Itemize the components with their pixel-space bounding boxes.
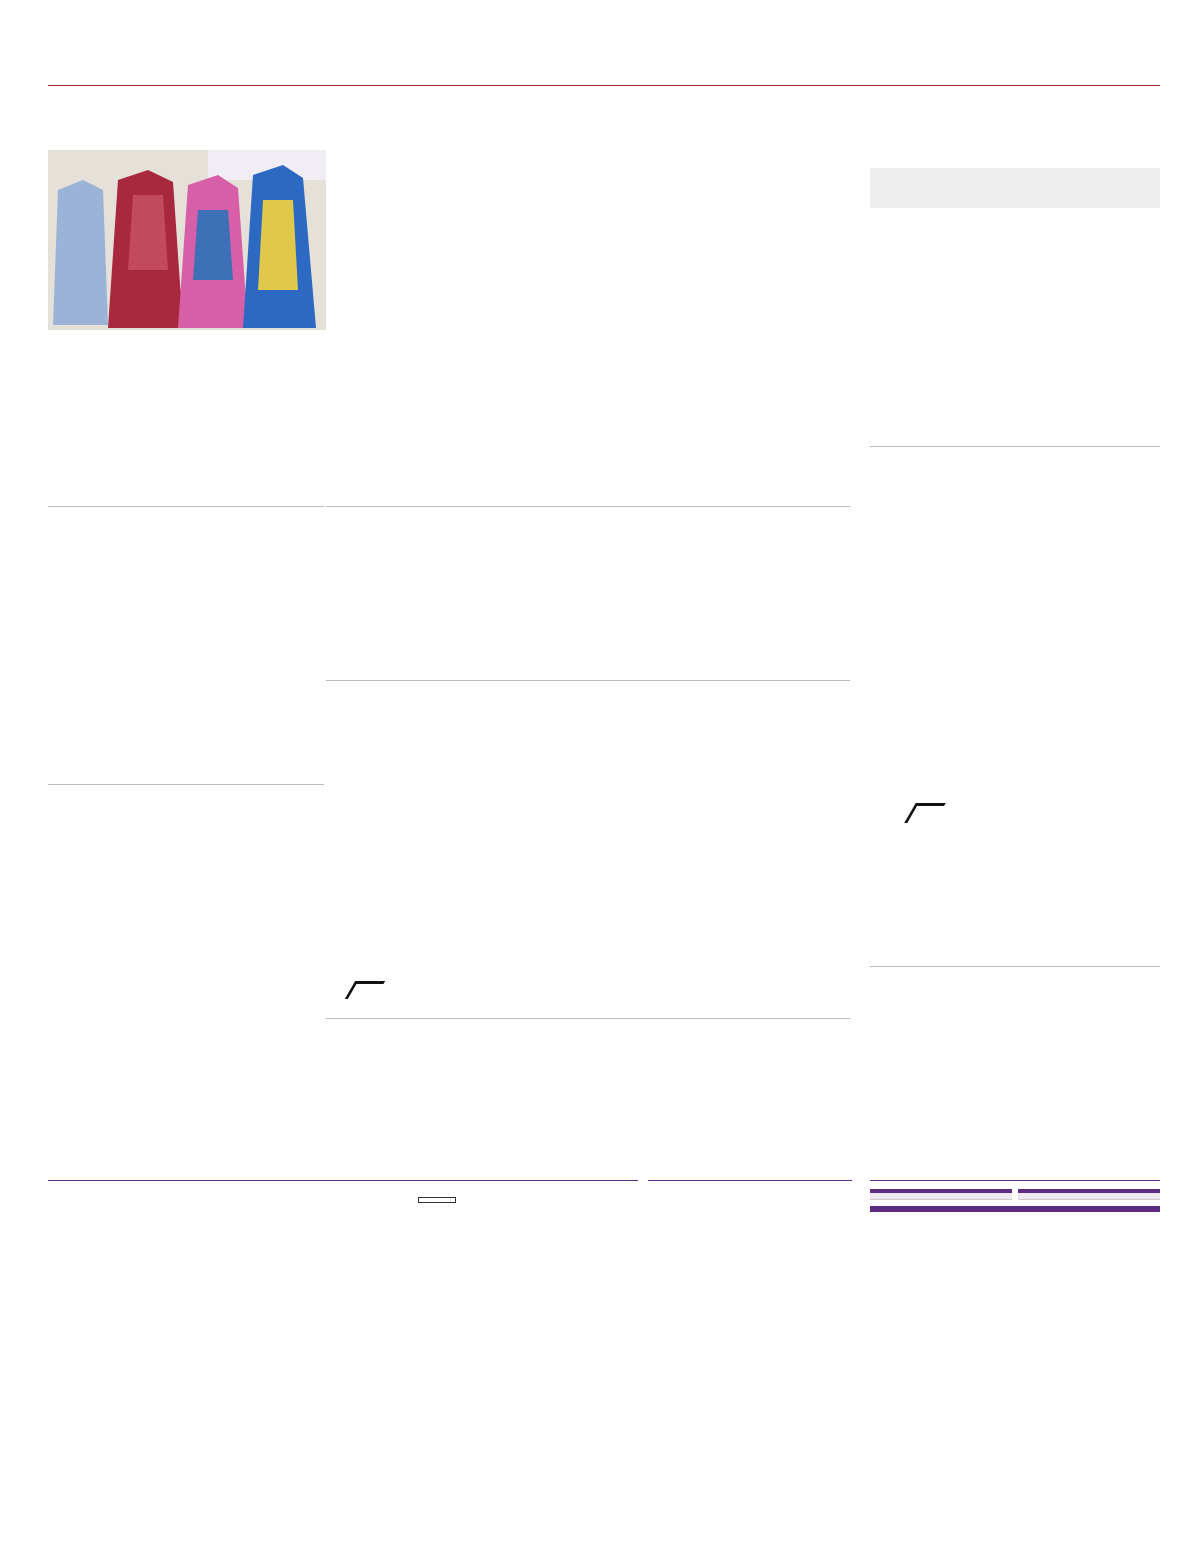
currency-header (1089, 1193, 1160, 1200)
lead-col1-subhead-wrap (672, 466, 850, 479)
page-header (48, 50, 1160, 86)
irrigation-body (326, 1081, 850, 1165)
dresses-illustration (48, 150, 326, 330)
wushu-tail (326, 657, 496, 671)
wushu-body (326, 571, 850, 657)
weather-body (48, 791, 324, 941)
crossword-across (388, 1231, 638, 1369)
border-body (48, 511, 324, 711)
solution-grid (652, 1221, 844, 1413)
currency-table-wrap (1018, 1189, 1160, 1200)
terror-body (960, 519, 1160, 955)
nomad-story (326, 680, 850, 1010)
lead-col1 (672, 210, 850, 462)
border-story (48, 506, 324, 778)
crossword-box (48, 1180, 638, 1540)
rescue-story (870, 966, 1160, 1166)
lead-col3 (250, 334, 420, 498)
nomad-body (430, 733, 850, 1009)
currency-table (1018, 1193, 1160, 1200)
wushu-story (326, 506, 850, 674)
solution-box (648, 1180, 852, 1540)
festival-photo (48, 150, 326, 330)
crossword-grid (52, 1229, 328, 1520)
irrigation-story (326, 1018, 850, 1168)
lead-col4 (48, 334, 242, 498)
crossword-down (388, 1383, 638, 1533)
lead-col1-tail (672, 480, 850, 498)
gold-header (941, 1193, 1012, 1200)
lead-col2 (490, 198, 660, 498)
quote-mark-icon (345, 981, 385, 999)
currency-header (1018, 1193, 1089, 1200)
weather-story (48, 784, 324, 1168)
crossword-title (418, 1197, 456, 1203)
weather-forecast-title (870, 1206, 1160, 1212)
people-voice-list (870, 208, 1160, 220)
people-voice-box (870, 168, 1160, 428)
gold-table-wrap (870, 1189, 1012, 1200)
gold-header (870, 1193, 941, 1200)
pishkhan-box (870, 1180, 1160, 1540)
rescue-body (870, 973, 1160, 1123)
gold-table (870, 1193, 1012, 1200)
weather-sub-body (48, 960, 324, 1130)
quote-mark-icon (904, 803, 946, 823)
terror-story (870, 446, 1160, 956)
